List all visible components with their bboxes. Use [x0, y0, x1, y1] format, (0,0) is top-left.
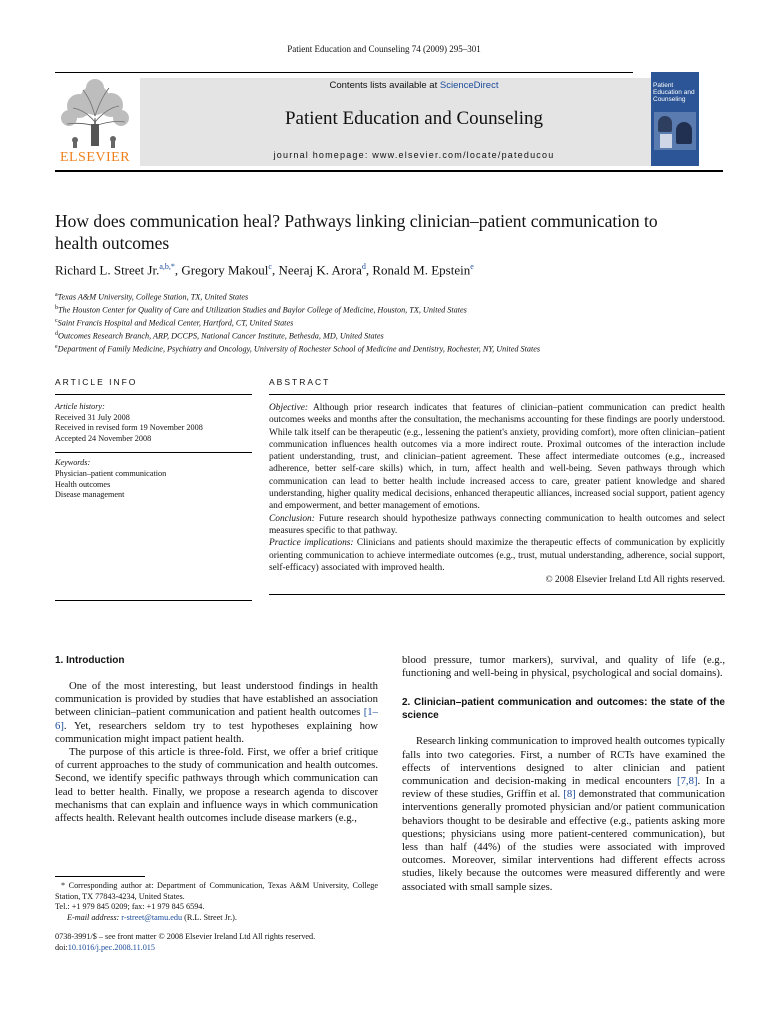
affiliation-mark: a [55, 292, 58, 298]
affiliation-mark: b [55, 304, 58, 311]
author-affil-mark[interactable]: e [470, 262, 474, 271]
banner-bottom-rule [55, 170, 723, 172]
abstract-heading: ABSTRACT [269, 377, 331, 387]
banner-top-rule [55, 72, 633, 73]
implications-text: Clinicians and patients should maximize the therapeutic effects of communication by explicitly orienting communication to achieve intermediate outcomes (e.g., trust, mutual understanding, adherence, social support, self-efficacy) associated with improved health. [269, 538, 725, 573]
affiliation-text: The Houston Center for Quality of Care and Utilization Studies and Baylor College of Medicine, Houston, TX, United States [58, 305, 467, 315]
keyword-item: Health outcomes [55, 479, 111, 489]
affiliation-text: Saint Francis Hospital and Medical Center, Hartford, CT, United States [57, 318, 294, 328]
contents-prefix: Contents lists available at [329, 80, 440, 91]
copyright: © 2008 Elsevier Ireland Ltd All rights reserved. [545, 575, 725, 586]
paragraph [402, 735, 725, 893]
affiliation-text: Department of Family Medicine, Psychiatry and Oncology, University of Rochester School of Medicine and Dentistry, Rochester, NY, United States [57, 344, 541, 354]
running-header: Patient Education and Counseling 74 (2009) 295–301 [287, 44, 481, 54]
author-affil-mark[interactable]: a,b,* [159, 262, 175, 271]
section-heading-introduction: 1. Introduction [55, 655, 125, 666]
objective-label: Objective: [269, 403, 309, 413]
paragraph-text: . Yet, researchers seldom try to test hypotheses explaining how communication might impact patient health. [55, 719, 378, 745]
paragraph [55, 680, 378, 746]
author-name[interactable]: Richard L. Street Jr. [55, 262, 160, 278]
citation-link[interactable]: [1–6] [55, 706, 378, 732]
affiliation-mark: e [55, 343, 58, 350]
author-separator: , [174, 262, 182, 278]
history-item: Accepted 24 November 2008 [55, 433, 152, 443]
cover-photo [654, 112, 696, 150]
contact-email [55, 913, 378, 924]
citation-link[interactable]: [7,8] [677, 775, 698, 788]
author-list [55, 262, 735, 278]
conclusion-label: Conclusion: [269, 513, 315, 524]
author-separator: , [365, 262, 373, 278]
keywords [55, 458, 252, 500]
affiliation-mark: d [55, 330, 58, 337]
author-name[interactable]: Gregory Makoul [181, 262, 269, 278]
affiliation-text: Outcomes Research Branch, ARP, DCCPS, National Cancer Institute, Bethesda, MD, United States [58, 331, 384, 341]
cover-title: Patient Education and Counseling [653, 82, 695, 103]
affiliation-text: Texas A&M University, College Station, TX, United States [57, 292, 249, 302]
article-history [55, 402, 252, 444]
elsevier-wordmark: ELSEVIER [59, 150, 131, 165]
contents-available [140, 80, 688, 91]
affiliation-mark: c [55, 317, 58, 324]
history-rule [55, 452, 252, 453]
issn-line: 0738-3991/$ – see front matter © 2008 Elsevier Ireland Ltd All rights reserved. [55, 932, 316, 942]
paragraph-text: Research linking communication to improved health outcomes typically falls into two categories. First, a number of RCTs have examined the effects of interventions designed to alter clinician and patient communication and decision-making in medical encounters [402, 735, 725, 788]
citation-link[interactable]: [8] [563, 788, 576, 801]
abstract-rule [269, 394, 725, 395]
affiliations [55, 290, 735, 355]
footnote-rule [55, 876, 145, 877]
paragraph: The purpose of this article is three-fold. First, we offer a brief critique of current approaches to the study of communication and health outcomes. Second, we identify specific pathways through which communication can lead to better health. Finally, we propose a research agenda to discover mechanisms that can explain and influence ways in which communication affects health. Relevant health outcomes include disease markers (e.g., [55, 746, 378, 825]
keyword-item: Physician–patient communication [55, 468, 167, 478]
author-affil-mark[interactable]: d [361, 262, 366, 271]
journal-title: Patient Education and Counseling [284, 108, 544, 129]
journal-homepage[interactable]: journal homepage: www.elsevier.com/locate/pateducou [273, 150, 555, 160]
conclusion-text: Future research should hypothesize pathways connecting communication to health outcomes and select measures specific to that pathway. [269, 513, 725, 536]
implications-label: Practice implications: [269, 538, 354, 549]
history-item: Received in revised form 19 November 2008 [55, 423, 203, 433]
paragraph-text: One of the most interesting, but least understood findings in health communication is provided by studies that have established an association between clinician–patient communication and patient health outcomes [55, 680, 378, 719]
journal-banner [55, 72, 723, 172]
article-info-bottom-rule [55, 600, 252, 601]
author-affil-mark[interactable]: c [268, 262, 272, 271]
affiliation-item [55, 329, 735, 342]
keyword-item: Disease management [55, 490, 125, 500]
author-name[interactable]: Neeraj K. Arora [278, 262, 362, 278]
email-link[interactable]: r-street@tamu.edu [121, 912, 183, 922]
author-name[interactable]: Ronald M. Epstein [372, 262, 471, 278]
journal-cover [651, 72, 699, 166]
affiliation-item [55, 290, 735, 303]
keywords-label: Keywords: [55, 458, 91, 468]
doi-link[interactable]: 10.1016/j.pec.2008.11.015 [67, 942, 155, 952]
abstract-bottom-rule [269, 594, 725, 595]
corresponding-author: * Corresponding author at: Department of Communication, Texas A&M University, College Station, TX 77843-4234, United States. [55, 881, 378, 901]
abstract [269, 377, 725, 595]
history-item: Received 31 July 2008 [55, 412, 130, 422]
article-title: How does communication heal? Pathways linking clinician–patient communication to health outcomes [55, 211, 658, 253]
affiliation-item [55, 342, 735, 355]
email-label: E-mail address: [67, 912, 120, 922]
paragraph-text: demonstrated that communication interventions generally promoted physician and/or patient communication behaviors thought to be desirable and effective (e.g., patients asking more questions; physicians using more patient-centered communication), but less than half (44%) of the studies were associated with improved outcomes. Moreover, similar interventions had different effects across studies, likely because the outcomes were measured differently and were associated with small sample sizes. [402, 788, 725, 893]
affiliation-item [55, 316, 735, 329]
author-separator: , [271, 262, 279, 278]
section-heading-state-of-science: 2. Clinician–patient communication and outcomes: the state of the science [402, 697, 725, 722]
affiliation-item [55, 303, 735, 316]
article-info [55, 377, 252, 601]
doi-label: doi: [55, 942, 68, 952]
sciencedirect-link[interactable]: ScienceDirect [439, 80, 499, 91]
article-info-rule [55, 394, 252, 395]
right-column [402, 654, 725, 894]
article-info-heading: ARTICLE INFO [55, 377, 138, 387]
contact-phone: Tel.: +1 979 845 0209; fax: +1 979 845 6594. [55, 902, 205, 912]
left-column [55, 654, 378, 825]
history-label: Article history: [55, 402, 105, 411]
paragraph: blood pressure, tumor markers), survival, and quality of life (e.g., functioning and well-being in physical, psychological and social domains). [402, 654, 725, 680]
footnotes [55, 876, 378, 954]
doi-line [55, 943, 378, 954]
paragraph-text: . In a review of these studies, Griffin et al. [402, 775, 725, 801]
email-suffix: (R.L. Street Jr.). [182, 912, 237, 922]
abstract-body [269, 402, 725, 586]
objective-text: Although prior research indicates that features of clinician–patient communication can predict health outcomes weeks and months after the consultation, the mechanisms accounting for these findings are poorly understood. While talk itself can be therapeutic (e.g., lessening the patient's anxiety, providing comfort), more often clinician–patient communication influences health outcomes via a more indirect route. Proximal outcomes of the interaction include patient understanding, trust, and clinician–patient agreement. These affect intermediate outcomes (e.g., increased adherence, better self-care skills) which, in turn, affect health and well-being. Seven pathways through which communication can lead to better health include increased access to care, greater patient knowledge and shared understanding, higher quality medical decisions, enhanced therapeutic alliances, increased social support, patient agency and empowerment, and better management of emotions. [269, 403, 725, 512]
